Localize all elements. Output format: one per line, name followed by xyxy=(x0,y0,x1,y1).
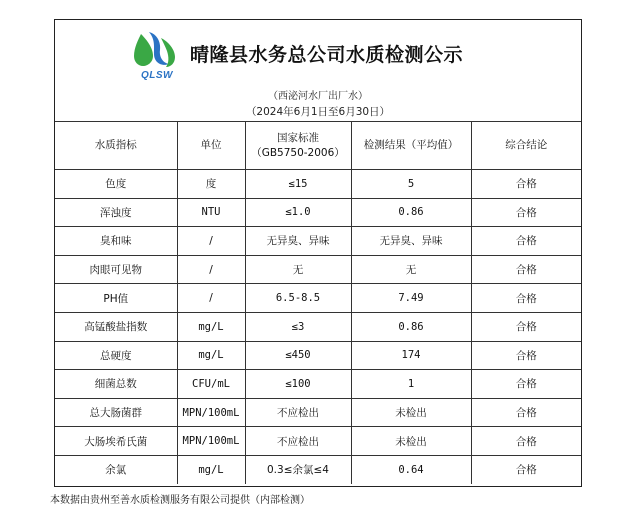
column-header-unit: 单位 xyxy=(177,122,245,170)
standard-cell: ≤100 xyxy=(245,370,351,399)
standard-cell: 6.5-8.5 xyxy=(245,284,351,313)
logo-text: QLSW xyxy=(141,70,173,81)
unit-cell: MPN/100mL xyxy=(177,398,245,427)
result-cell: 未检出 xyxy=(351,398,471,427)
table-row xyxy=(55,370,581,399)
conclusion-cell: 合格 xyxy=(471,227,581,256)
standard-cell: ≤15 xyxy=(245,170,351,199)
indicator-cell: 浑浊度 xyxy=(55,198,177,227)
column-header-conclusion: 综合结论 xyxy=(471,122,581,170)
unit-cell: CFU/mL xyxy=(177,370,245,399)
unit-cell: mg/L xyxy=(177,341,245,370)
result-cell: 7.49 xyxy=(351,284,471,313)
standard-cell: 无异臭、异味 xyxy=(245,227,351,256)
indicator-cell: 色度 xyxy=(55,170,177,199)
column-header-indicator: 水质指标 xyxy=(55,122,177,170)
table-row xyxy=(55,341,581,370)
data-source-footer: 本数据由贵州至善水质检测服务有限公司提供（内部检测） xyxy=(50,495,310,506)
unit-cell: mg/L xyxy=(177,312,245,341)
indicator-cell: 总硬度 xyxy=(55,341,177,370)
indicator-cell: 细菌总数 xyxy=(55,370,177,399)
conclusion-cell: 合格 xyxy=(471,284,581,313)
result-cell: 未检出 xyxy=(351,427,471,456)
table-row xyxy=(55,284,581,313)
table-row xyxy=(55,198,581,227)
notice-frame xyxy=(54,19,582,487)
conclusion-cell: 合格 xyxy=(471,427,581,456)
standard-label: 国家标准 xyxy=(277,131,319,144)
standard-cell: ≤3 xyxy=(245,312,351,341)
standard-cell: ≤450 xyxy=(245,341,351,370)
water-quality-table xyxy=(55,121,581,484)
notice-header xyxy=(55,20,581,121)
result-cell: 0.86 xyxy=(351,198,471,227)
source-subtitle: （西泌河水厂出厂水） xyxy=(268,91,368,102)
unit-cell: 度 xyxy=(177,170,245,199)
conclusion-cell: 合格 xyxy=(471,255,581,284)
indicator-cell: 余氯 xyxy=(55,455,177,483)
result-cell: 无异臭、异味 xyxy=(351,227,471,256)
result-cell: 174 xyxy=(351,341,471,370)
result-cell: 1 xyxy=(351,370,471,399)
page-title: 晴隆县水务总公司水质检测公示 xyxy=(190,44,464,66)
indicator-cell: 高锰酸盐指数 xyxy=(55,312,177,341)
standard-cell: 不应检出 xyxy=(245,427,351,456)
table-row xyxy=(55,427,581,456)
unit-cell: / xyxy=(177,255,245,284)
standard-code: （GB5750-2006） xyxy=(251,146,345,159)
table-row xyxy=(55,398,581,427)
table-row xyxy=(55,170,581,199)
report-period: （2024年6月1日至6月30日） xyxy=(245,106,391,118)
company-logo xyxy=(131,30,183,86)
result-cell: 0.64 xyxy=(351,455,471,483)
conclusion-cell: 合格 xyxy=(471,170,581,199)
standard-cell: 无 xyxy=(245,255,351,284)
conclusion-cell: 合格 xyxy=(471,370,581,399)
table-row xyxy=(55,227,581,256)
conclusion-cell: 合格 xyxy=(471,455,581,483)
indicator-cell: 总大肠菌群 xyxy=(55,398,177,427)
indicator-cell: 臭和味 xyxy=(55,227,177,256)
unit-cell: MPN/100mL xyxy=(177,427,245,456)
column-header-result: 检测结果（平均值） xyxy=(351,122,471,170)
standard-cell: 0.3≤余氯≤4 xyxy=(245,455,351,483)
conclusion-cell: 合格 xyxy=(471,312,581,341)
standard-cell: ≤1.0 xyxy=(245,198,351,227)
result-cell: 5 xyxy=(351,170,471,199)
table-row xyxy=(55,255,581,284)
unit-cell: / xyxy=(177,227,245,256)
indicator-cell: PH值 xyxy=(55,284,177,313)
unit-cell: / xyxy=(177,284,245,313)
unit-cell: NTU xyxy=(177,198,245,227)
column-header-standard xyxy=(245,122,351,170)
conclusion-cell: 合格 xyxy=(471,341,581,370)
result-cell: 0.86 xyxy=(351,312,471,341)
table-row xyxy=(55,312,581,341)
result-cell: 无 xyxy=(351,255,471,284)
unit-cell: mg/L xyxy=(177,455,245,483)
table-row xyxy=(55,455,581,483)
conclusion-cell: 合格 xyxy=(471,198,581,227)
standard-cell: 不应检出 xyxy=(245,398,351,427)
table-header-row xyxy=(55,122,581,170)
indicator-cell: 大肠埃希氏菌 xyxy=(55,427,177,456)
conclusion-cell: 合格 xyxy=(471,398,581,427)
indicator-cell: 肉眼可见物 xyxy=(55,255,177,284)
water-drop-logo-icon xyxy=(131,30,183,70)
